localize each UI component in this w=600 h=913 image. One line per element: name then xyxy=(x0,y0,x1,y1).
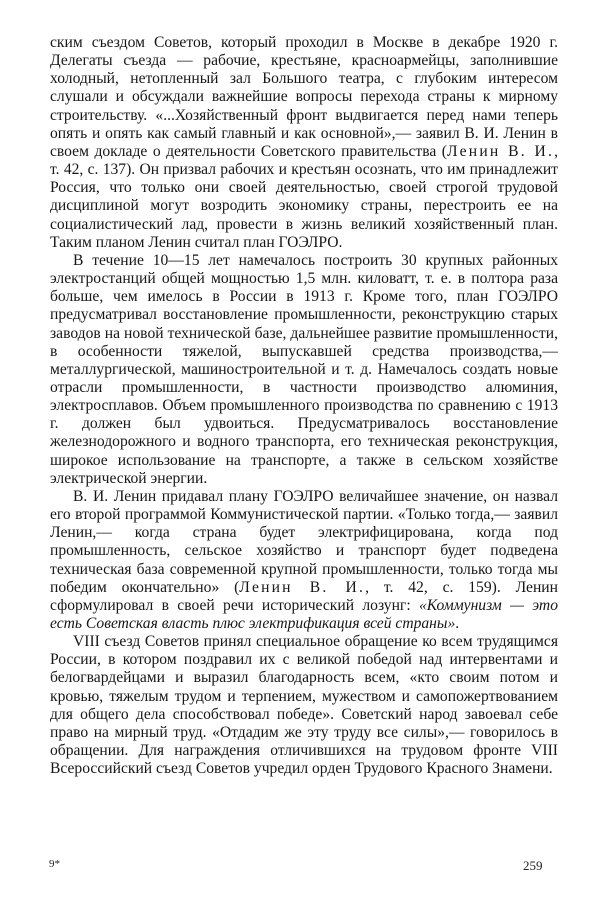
paragraph-3-end: . xyxy=(455,615,460,632)
citation-author: Ленин В. И. xyxy=(447,142,555,160)
paragraph-2 xyxy=(50,252,558,488)
paragraph-3-text-cont: , т. 42, с. 159). Ленин сформулировал в своей речи исторический лозунг: xyxy=(50,578,558,614)
paragraph-4-text: VIII съезд Советов принял специальное обращение ко всем трудящимся России, в котором поздравил их с великой победой над интервентами и белогвардейцами и выразил благодарность всем, «кто своим потом и кровью, тяжелым трудом и терпением, мужеством и самопожертвованием для общего дела способствовал победе». Советский народ завоевал себе право на мирный труд. «Отдадим же эту труду все силы»,— говорилось в обращении. Для награждения отличившихся на трудовом фронте VIII Всероссийский съезд Советов учредил орден Трудового Красного Знамени. xyxy=(50,633,558,778)
printer-signature: 9* xyxy=(49,858,60,870)
paragraph-2-text: В течение 10—15 лет намечалось построить 30 крупных районных электростанций общей мощностью 1,5 млн. киловатт, т. е. в полтора раза больше, чем имелось в России в 1913 г. Кроме того, план ГОЭЛРО предусматривал восстановление промышленности, реконструкцию старых заводов на новой технической базе, дальнейшее развитие промышленности, в особенности тяжелой, выпускавшей средства производства,— металлургической, машиностроительной и т. д. Намечалось создать новые отрасли промышленности, в частности производство алюминия, электросплавов. Объем промышленного производства по сравнению с 1913 г. должен был удвоиться. Предусматривалось восстановление железнодорожного и водного транспорта, его техническая реконструкция, широкое использование на транспорте, а также в сельском хозяйстве электрической энергии. xyxy=(50,251,558,487)
paragraph-4 xyxy=(50,633,558,778)
slogan-quote: «Коммунизм — это есть Советская власть плюс электрификация всей страны» xyxy=(50,596,558,632)
page-number: 259 xyxy=(523,858,543,873)
paragraph-3-text: В. И. Ленин придавал плану ГОЭЛРО величайшее значение, он назвал его второй программой Коммунистической партии. «Только тогда,— заявил Ленин,— когда страна будет электрифицирована, когда под промышленность, сельское хозяйство и транспорт будет подведена техническая база современной крупной промышленности, только тогда мы победим окончательно» ( xyxy=(50,487,558,596)
paragraph-1-text-cont: , т. 42, с. 137). Он призвал рабочих и крестьян осознать, что им принадлежит Россия, что только они своей деятельностью, своей строгой трудовой дисциплиной могут возродить экономику страны, перестроить ее на социалистический лад, провести в жизнь великий хозяйственный план. Таким планом Ленин считал план ГОЭЛРО. xyxy=(50,142,558,251)
citation-author: Ленин В. И. xyxy=(239,578,366,596)
paragraph-1 xyxy=(50,34,558,252)
page-body xyxy=(50,34,558,778)
paragraph-3 xyxy=(50,488,558,633)
paragraph-1-text: ским съездом Советов, который проходил в Москве в декабре 1920 г. Делегаты съезда — рабочие, крестьяне, красноармейцы, заполнившие холодный, нетопленный зал Большого театра, с глубоким интересом слушали и обсуждали важнейшие вопросы перехода страны к мирному строительству. «...Хозяйственный фронт выдвигается перед нами теперь опять и опять как самый главный и как основной»,— заявил В. И. Ленин в своем докладе о деятельности Советского правительства ( xyxy=(50,34,558,160)
